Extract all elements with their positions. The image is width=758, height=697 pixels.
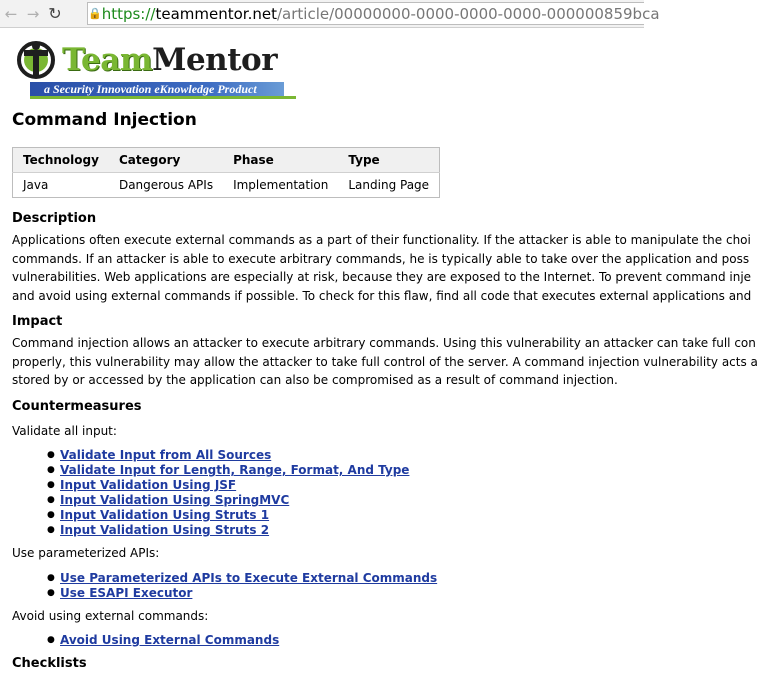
cell-type: Landing Page xyxy=(348,178,430,192)
list-item xyxy=(60,571,652,586)
checklists-heading: Checklists xyxy=(12,656,87,671)
impact-line: Command injection allows an attacker to execute arbitrary commands. Using this vulnerability an attacker can take full con xyxy=(12,336,756,350)
page-title: Command Injection xyxy=(12,110,197,130)
back-arrow-icon[interactable]: ← xyxy=(4,4,18,23)
link-avoid-external-commands[interactable]: Avoid Using External Commands xyxy=(60,633,280,647)
address-bar[interactable] xyxy=(87,2,660,25)
group-intro: Validate all input: xyxy=(12,423,117,438)
logo-underline xyxy=(30,96,296,99)
list-item xyxy=(60,586,652,601)
lock-icon: 🔒 xyxy=(88,7,102,20)
link-input-validation-springmvc[interactable]: Input Validation Using SpringMVC xyxy=(60,493,290,507)
list-item xyxy=(60,478,652,493)
cell-category: Dangerous APIs xyxy=(118,178,214,192)
description-line: Applications often execute external commands as a part of their functionality. If the attacker is able to manipulate the choi xyxy=(12,233,751,247)
list-item xyxy=(60,633,652,648)
logo-mentor-text: Mentor xyxy=(152,42,278,78)
description-heading: Description xyxy=(12,211,97,226)
teammentor-logo[interactable] xyxy=(12,34,284,96)
link-list xyxy=(12,448,652,538)
logo-wordmark xyxy=(62,42,277,78)
forward-arrow-icon[interactable]: → xyxy=(26,4,40,23)
link-use-parameterized-apis[interactable]: Use Parameterized APIs to Execute External Commands xyxy=(60,570,438,585)
logo-team-text: Team xyxy=(62,42,153,78)
link-input-validation-jsf[interactable]: Input Validation Using JSF xyxy=(60,478,237,492)
link-list xyxy=(12,571,652,601)
logo-emblem-icon xyxy=(16,38,56,88)
impact-heading: Impact xyxy=(12,314,63,329)
list-item xyxy=(60,463,652,478)
link-input-validation-struts1[interactable]: Input Validation Using Struts 1 xyxy=(60,508,270,522)
countermeasures-heading: Countermeasures xyxy=(12,398,142,414)
cell-technology: Java xyxy=(23,178,49,192)
reload-icon[interactable]: ↻ xyxy=(48,4,62,23)
cell-phase: Implementation xyxy=(233,178,329,192)
link-validate-input-all-sources[interactable]: Validate Input from All Sources xyxy=(60,448,272,462)
description-line: and avoid using external commands if possible. To check for this flaw, find all code that executes external applications and xyxy=(12,288,752,303)
url-host: teammentor.net xyxy=(155,4,277,23)
list-item xyxy=(60,523,652,538)
metadata-row xyxy=(13,173,440,198)
page-content xyxy=(0,28,758,697)
group-intro: Avoid using external commands: xyxy=(12,608,209,623)
impact-line: properly, this vulnerability may allow the attacker to take full control of the server. A command injection vulnerability acts a xyxy=(12,354,758,369)
article-body xyxy=(12,210,758,673)
metadata-header-row xyxy=(13,148,440,173)
group-intro: Use parameterized APIs: xyxy=(12,546,160,560)
link-validate-input-length-range[interactable]: Validate Input for Length, Range, Format, And Type xyxy=(60,463,410,477)
list-item xyxy=(60,508,652,523)
list-item xyxy=(60,493,652,508)
link-use-esapi-executor[interactable]: Use ESAPI Executor xyxy=(60,585,193,600)
impact-line: stored by or accessed by the application can also be compromised as a result of command injection. xyxy=(12,373,618,387)
browser-toolbar xyxy=(0,0,660,28)
header-type: Type xyxy=(338,148,439,173)
description-line: vulnerabilities. Web applications are especially at risk, because they are exposed to the Internet. To prevent command inje xyxy=(12,270,752,284)
link-list xyxy=(12,633,652,648)
list-item xyxy=(60,448,652,463)
description-line: commands. If an attacker is able to execute arbitrary commands, he is typically able to take over the application and poss xyxy=(12,251,750,266)
header-phase: Phase xyxy=(223,148,338,173)
header-technology: Technology xyxy=(13,148,109,173)
url-path: /article/00000000-0000-0000-0000-000000859bca xyxy=(276,4,660,23)
metadata-table xyxy=(12,147,440,198)
logo-tagline: a Security Innovation eKnowledge Product xyxy=(30,82,284,96)
url-scheme: https:// xyxy=(101,4,156,23)
header-category: Category xyxy=(109,148,223,173)
link-input-validation-struts2[interactable]: Input Validation Using Struts 2 xyxy=(60,523,270,537)
